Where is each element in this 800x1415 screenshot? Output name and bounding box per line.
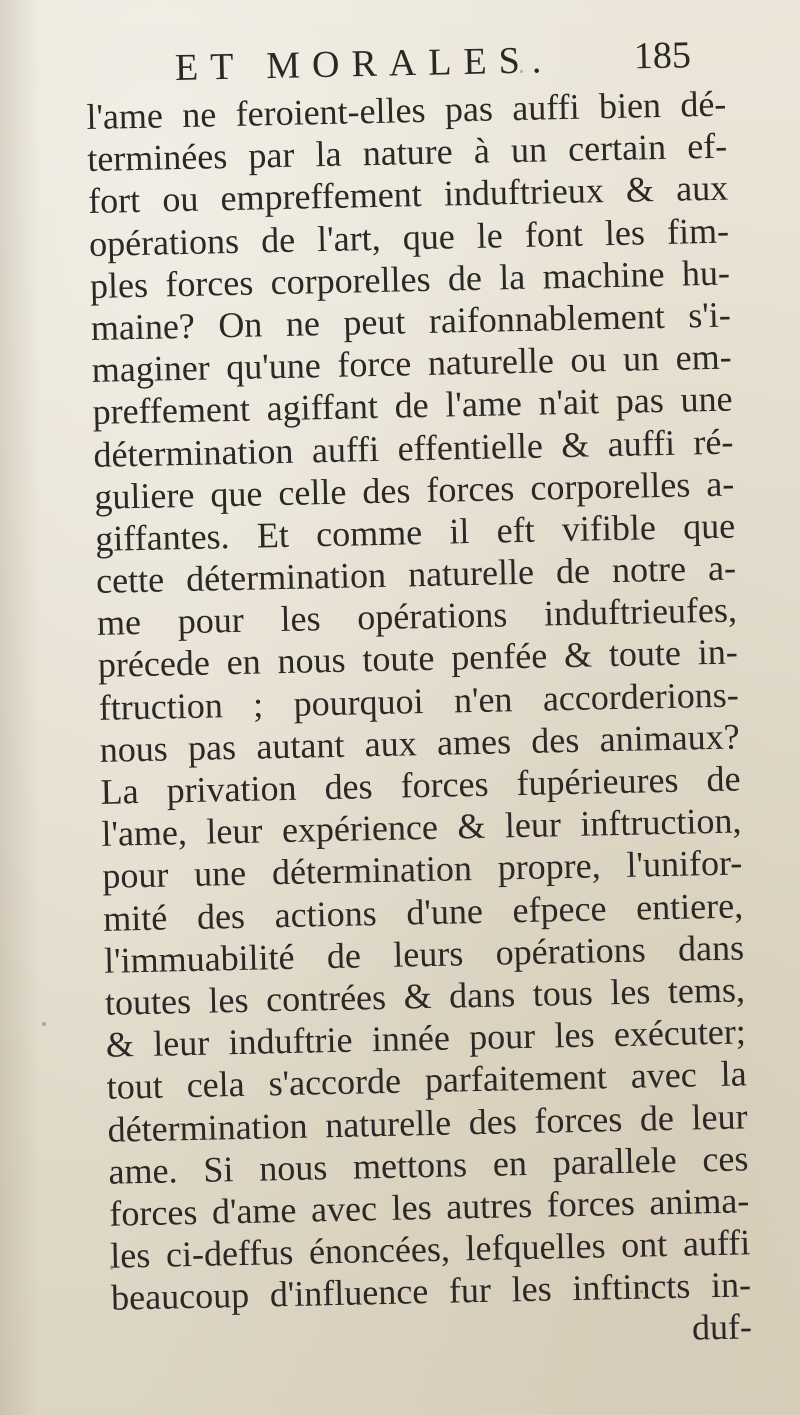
text-line: tout cela s'accorde parfaitement avec la <box>106 1053 748 1108</box>
page-number: 185 <box>633 34 692 78</box>
paper-speck <box>42 1022 46 1026</box>
text-line: maginer qu'une force naturelle ou un em- <box>91 336 733 391</box>
text-line: preffement agiffant de l'ame n'ait pas une <box>92 378 733 433</box>
text-line: beaucoup d'influence fur les inftincts in- <box>110 1264 752 1318</box>
text-line: les ci-deffus énoncées, lefquelles ont auffi <box>109 1222 751 1276</box>
text-line: nous pas autant aux ames des animaux? <box>99 716 740 770</box>
text-line: pour une détermination propre, l'unifor- <box>101 842 743 897</box>
page-header <box>174 31 695 92</box>
text-line: forces d'ame avec les autres forces anima- <box>108 1180 750 1234</box>
text-line: me pour les opérations induftrieufes, <box>96 589 738 644</box>
text-line: toutes les contrées & dans tous les tems, <box>104 969 746 1023</box>
text-line: précede en nous toute penfée & toute in- <box>97 631 739 686</box>
text-line: La privation des forces fupérieures de <box>100 758 741 812</box>
text-line: ples forces corporelles de la machine hu- <box>89 252 731 306</box>
text-line: maine? On ne peut raifonnablement s'i- <box>90 294 732 348</box>
text-line: guliere que celle des forces corporelles a- <box>93 463 735 517</box>
body-text <box>86 83 752 1362</box>
text-line: détermination auffi effentielle & auffi ré- <box>93 421 734 475</box>
text-line: fort ou empreffement induftrieux & aux <box>87 167 729 222</box>
text-line: ftruction ; pourquoi n'en accorderions- <box>98 674 740 728</box>
text-line: détermination naturelle des forces de leur <box>107 1095 748 1150</box>
text-line: giffantes. Et comme il eft vifible que <box>94 505 736 559</box>
text-line: ame. Si nous mettons en parallele ces <box>108 1138 749 1192</box>
page-edge-shadow <box>0 0 40 1415</box>
running-head: ET MORALES. <box>174 39 554 89</box>
text-line: & leur induftrie innée pour les exécuter; <box>105 1011 747 1065</box>
text-line: mité des actions d'une efpece entiere, <box>102 884 744 939</box>
catchword: duf- <box>691 1306 753 1349</box>
text-line: cette détermination naturelle de notre a- <box>95 547 737 601</box>
text-line: l'ame, leur expérience & leur inftruction, <box>101 800 742 855</box>
text-line: l'ame ne feroient-elles pas auffi bien dé- <box>86 83 727 137</box>
text-line: l'immuabilité de leurs opérations dans <box>103 927 745 981</box>
text-line: opérations de l'art, que le font les fim- <box>88 210 730 264</box>
text-line: terminées par la nature à un certain ef- <box>86 125 728 180</box>
